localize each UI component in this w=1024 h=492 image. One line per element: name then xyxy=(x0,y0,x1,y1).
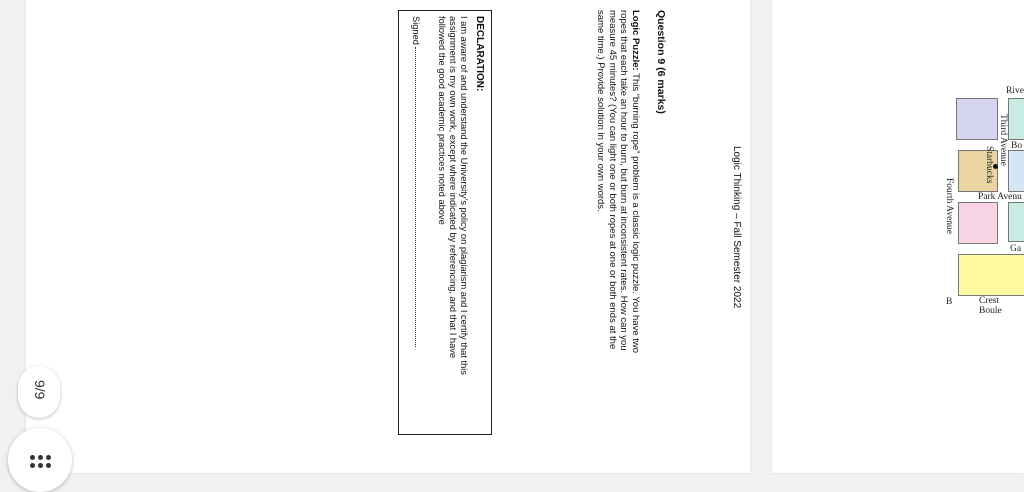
page-indicator xyxy=(18,366,60,418)
question-title: Question 9 (6 marks) xyxy=(655,10,667,114)
map-block-pink xyxy=(958,202,998,244)
page-header: Logic Thinking – Fall Semester 2022 xyxy=(731,146,742,309)
signed-line xyxy=(411,16,421,347)
page-indicator-text: 9/9 xyxy=(32,380,48,400)
map-block-blue xyxy=(1008,150,1024,192)
map-block-yellow xyxy=(958,254,1024,296)
map-label-starbucks: Starbucks xyxy=(984,146,994,184)
map-label-ga: Ga xyxy=(1010,244,1022,254)
map-label-b: B xyxy=(946,297,953,307)
declaration-box xyxy=(398,10,492,435)
map-label-bo: Bo xyxy=(1011,141,1023,151)
question-lead: Logic Puzzle: xyxy=(630,10,641,71)
map-block-teal-2 xyxy=(1008,202,1024,242)
map-label-river: Rive xyxy=(1006,86,1024,96)
signature-dotted-line xyxy=(415,47,416,347)
map-label-fourth-avenue: Fourth Avenue xyxy=(944,178,954,235)
map-block-lavender xyxy=(956,98,998,140)
document-page xyxy=(26,0,750,473)
grid-dots-icon xyxy=(30,455,54,469)
question-body xyxy=(595,10,641,370)
menu-button[interactable] xyxy=(8,428,72,492)
map-label-park-avenue: Park Avenu xyxy=(978,192,1022,202)
map-label-third-avenue: Third Avenue xyxy=(998,114,1008,166)
question-text: This “burning rope” problem is a classic logic puzzle. You have two ropes that each take an hour to burn, but burn at inconsistent rates. How can you measure 45 minutes? (You can light one or both ropes at one or both ends at the same time.) Provide solution in your own words. xyxy=(595,10,641,354)
map-block-teal-1 xyxy=(1008,98,1024,140)
declaration-title: DECLARATION: xyxy=(474,16,485,92)
declaration-body: I am aware of and understand the University’s policy on plagiarism and I certify that this assignment is my own work, except where indicated by referencing, and that I have followed the good academic practices noted above xyxy=(437,16,469,375)
map-label-crest: Crest Boule xyxy=(979,296,1002,316)
map-page xyxy=(772,0,1024,473)
signed-label: Signed xyxy=(411,16,421,45)
